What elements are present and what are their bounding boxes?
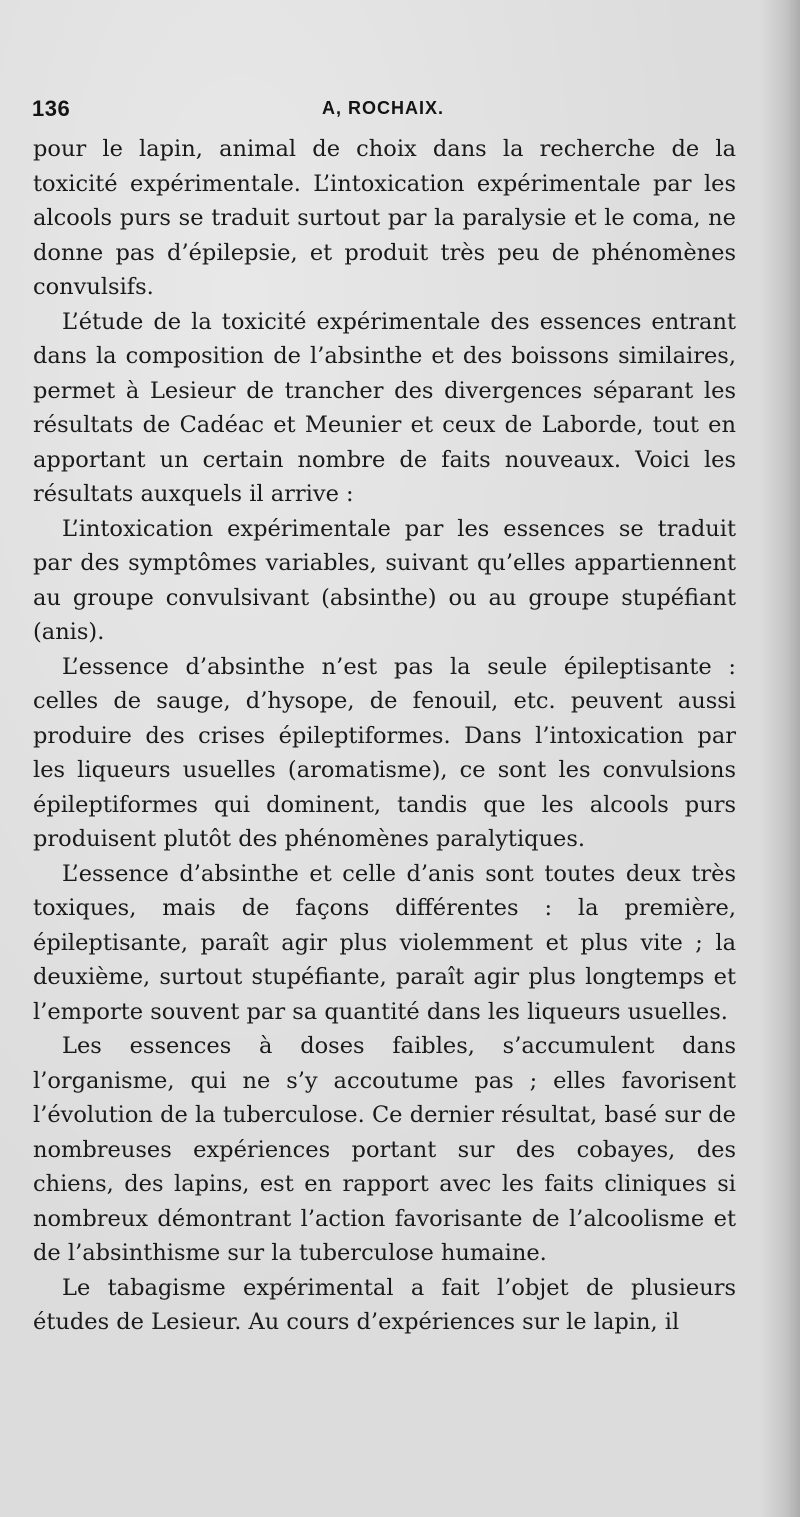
body-text (33, 132, 736, 1340)
paragraph-essences-study: L’étude de la toxicité expérimentale des essences entrant dans la composition de l’absinthe et des boissons similaires, permet à Lesieur de trancher des divergences séparant les résultats de Cadéac et Meunier et ceux de Laborde, tout en apportant un certain nombre de faits nouveaux. Voici les résultats auxquels il arrive : (33, 308, 736, 507)
running-head: A, ROCHAIX. (322, 98, 445, 118)
paragraph-intoxication-symptoms: L’intoxication expérimentale par les essences se traduit par des symptômes variables, suivant qu’elles appartiennent au groupe convulsivant (absinthe) ou au groupe stupéfiant (anis). (33, 515, 736, 645)
page-header (32, 96, 752, 124)
paragraph-tabagisme: Le tabagisme expérimental a fait l’objet de plusieurs études de Lesieur. Au cours d’expériences sur le lapin, il (33, 1274, 736, 1335)
page-number: 136 (32, 96, 71, 121)
paragraph-low-doses: Les essences à doses faibles, s’accumulent dans l’organisme, qui ne s’y accoutume pas ; elles favorisent l’évolution de la tuberculose. Ce dernier résultat, basé sur de nombreuses expériences portant sur des cobayes, des chiens, des lapins, est en rapport avec les faits cliniques si nombreux démontrant l’action favorisante de l’alcoolisme et de l’absinthisme sur la tuberculose humaine. (33, 1033, 736, 1266)
paragraph-absinthe-anis: L’essence d’absinthe et celle d’anis sont toutes deux très toxiques, mais de façons différentes : la première, épileptisante, paraît agir plus violemment et plus vite ; la deuxième, surtout stupéfiante, paraît agir plus longtemps et l’emporte souvent par sa quantité dans les liqueurs usuelles. (33, 860, 736, 1025)
paragraph-continuation: pour le lapin, animal de choix dans la recherche de la toxicité expérimentale. L’intoxication expérimentale par les alcools purs se traduit surtout par la paralysie et le coma, ne donne pas d’épilepsie, et produit très peu de phénomènes convulsifs. (33, 136, 736, 300)
paragraph-absinthe-epileptic: L’essence d’absinthe n’est pas la seule épileptisante : celles de sauge, d’hysope, de fenouil, etc. peuvent aussi produire des crises épileptiformes. Dans l’intoxication par les liqueurs usuelles (aromatisme), ce sont les convulsions épileptiformes qui dominent, tandis que les alcools purs produisent plutôt des phénomènes paralytiques. (33, 653, 736, 852)
